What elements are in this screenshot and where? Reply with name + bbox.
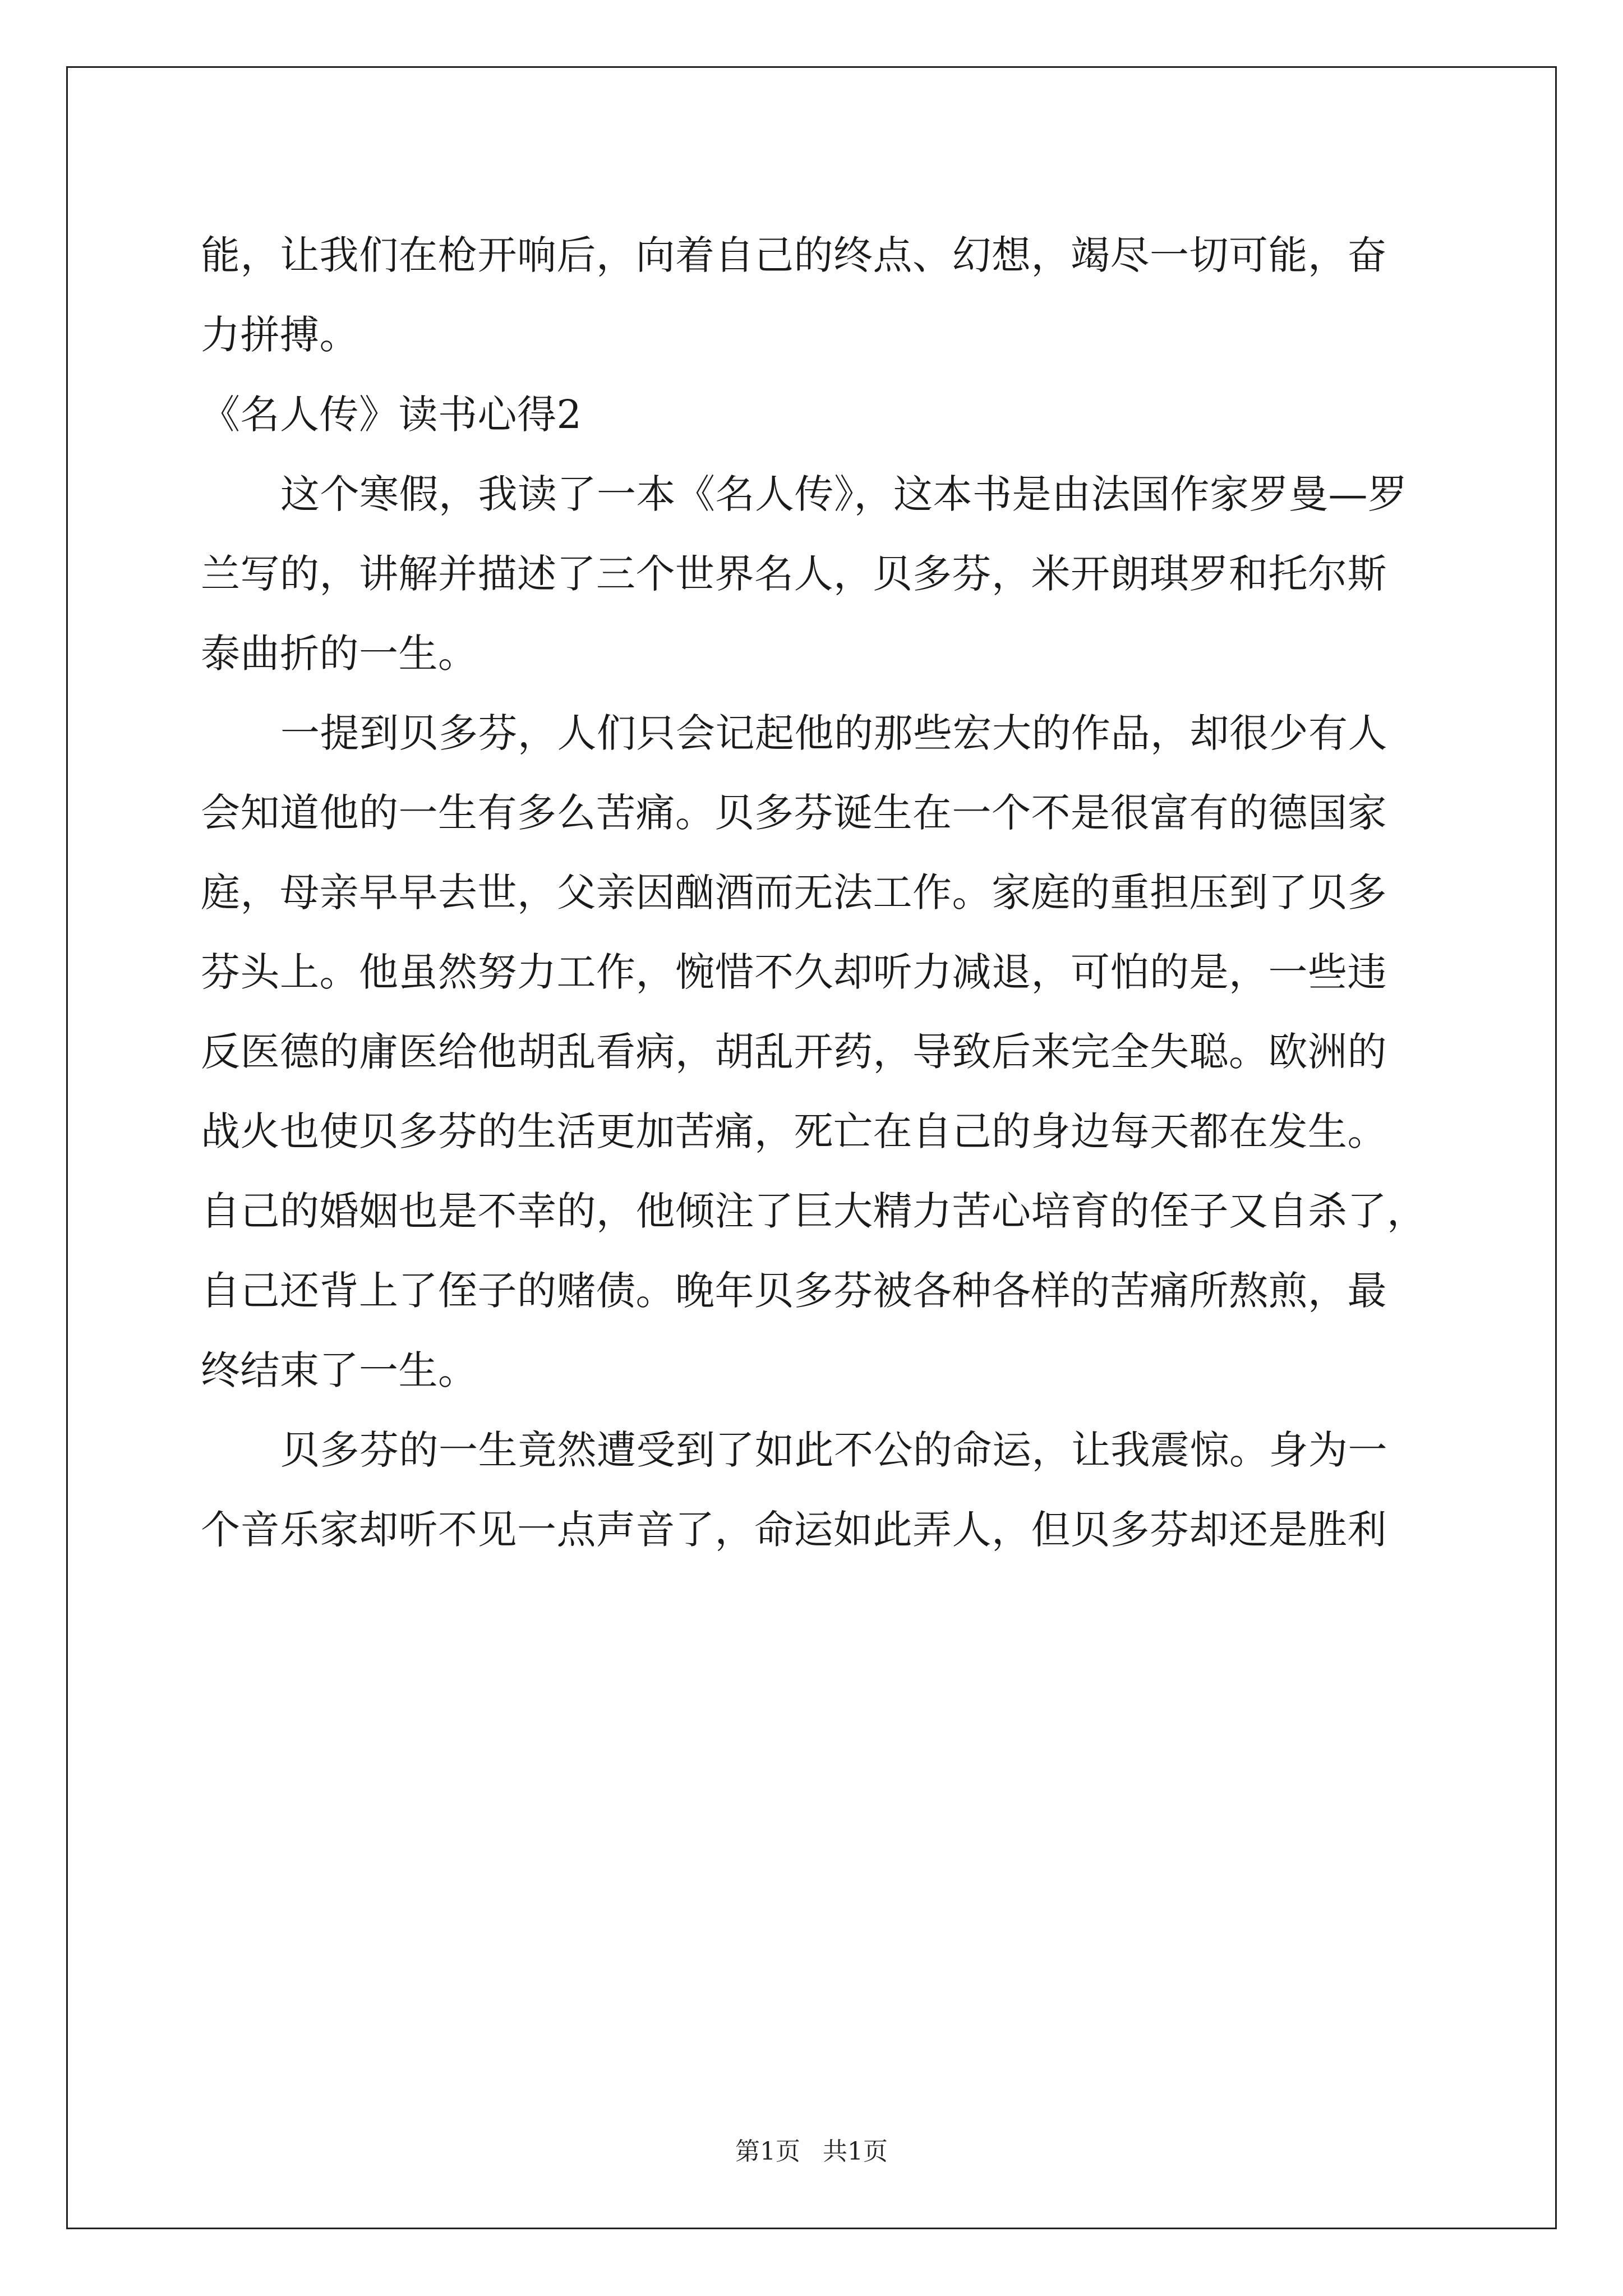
text-line: 庭，母亲早早去世，父亲因酗酒而无法工作。家庭的重担压到了贝多 <box>201 869 1387 915</box>
text-line: 自己还背上了侄子的赌债。晚年贝多芬被各种各样的苦痛所熬煎，最 <box>201 1268 1387 1314</box>
document-body <box>201 215 1429 1570</box>
paragraph-start: 这个寒假，我读了一本《名人传》，这本书是由法国作家罗曼—罗 <box>280 471 1408 517</box>
text-line: 会知道他的一生有多么苦痛。贝多芬诞生在一个不是很富有的德国家 <box>201 790 1387 836</box>
page-number-total: 共1页 <box>823 2137 888 2166</box>
paragraph-start: 贝多芬的一生竟然遭受到了如此不公的命运，让我震惊。身为一 <box>280 1427 1387 1473</box>
paragraph-start: 一提到贝多芬，人们只会记起他的那些宏大的作品，却很少有人 <box>280 710 1387 756</box>
text-line: 兰写的，讲解并描述了三个世界名人，贝多芬，米开朗琪罗和托尔斯 <box>201 551 1387 597</box>
text-line: 能，让我们在枪开响后，向着自己的终点、幻想，竭尽一切可能，奋 <box>201 232 1387 278</box>
text-line: 泰曲折的一生。 <box>201 631 478 677</box>
page-footer <box>0 2135 1623 2169</box>
page-number-current: 第1页 <box>735 2137 800 2166</box>
text-line: 自己的婚姻也是不幸的，他倾注了巨大精力苦心培育的侄子又自杀了， <box>201 1188 1427 1234</box>
text-line: 芬头上。他虽然努力工作，惋惜不久却听力减退，可怕的是，一些违 <box>201 949 1387 995</box>
text-line: 终结束了一生。 <box>201 1347 478 1393</box>
text-line: 战火也使贝多芬的生活更加苦痛，死亡在自己的身边每天都在发生。 <box>201 1108 1387 1154</box>
text-line: 力拼搏。 <box>201 312 359 358</box>
section-heading: 《名人传》读书心得2 <box>201 392 582 438</box>
text-line: 反医德的庸医给他胡乱看病，胡乱开药，导致后来完全失聪。欧洲的 <box>201 1029 1387 1075</box>
text-line: 个音乐家却听不见一点声音了，命运如此弄人，但贝多芬却还是胜利 <box>201 1507 1387 1553</box>
